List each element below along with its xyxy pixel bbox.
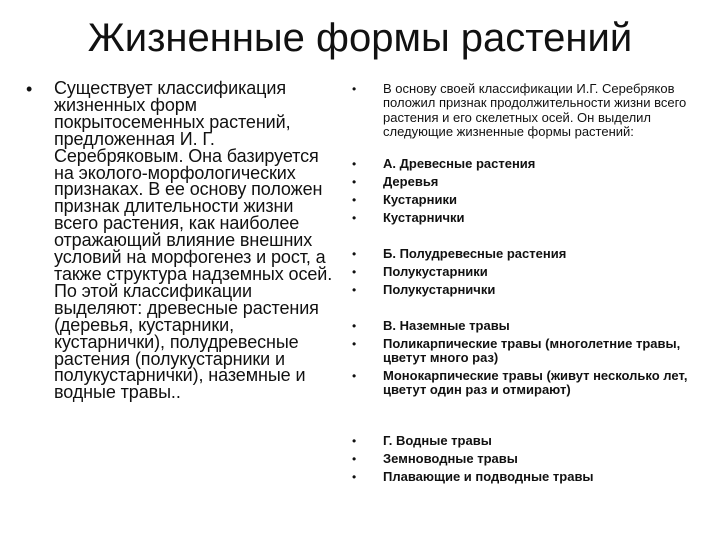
bullet: • xyxy=(352,470,357,484)
list-item-text: Полукустарники xyxy=(383,264,488,279)
bullet: • xyxy=(352,337,357,351)
bullet: • xyxy=(352,369,357,383)
bullet: • xyxy=(352,211,357,225)
bullet: • xyxy=(352,82,357,96)
bullet: • xyxy=(352,452,357,466)
bullet: • xyxy=(352,175,357,189)
bullet: • xyxy=(352,247,357,261)
group-heading-aquatic: Г. Водные травы xyxy=(383,433,492,448)
bullet: • xyxy=(352,434,357,448)
bullet: • xyxy=(352,157,357,171)
intro-text: В основу своей классификации И.Г. Серебряков положил признак продолжительности жизни всего растения и его скелетных осей. Он выделил следующие жизненные формы растений: xyxy=(383,81,687,140)
bullet: • xyxy=(26,79,33,99)
list-item-text: Монокарпические травы (живут несколько лет, цветут один раз и отмирают) xyxy=(383,368,688,398)
group-heading-terrestrial: В. Наземные травы xyxy=(383,318,510,333)
slide-title: Жизненные формы растений xyxy=(87,16,633,60)
group-heading-woody: А. Древесные растения xyxy=(383,156,536,171)
bullet: • xyxy=(352,319,357,333)
bullet: • xyxy=(352,283,357,297)
list-item-text: Кустарнички xyxy=(383,210,465,225)
list-item-text: Плавающие и подводные травы xyxy=(383,469,594,484)
bullet: • xyxy=(352,265,357,279)
classification-paragraph: Существует классификация жизненных форм покрытосеменных растений, предложенная И. Г. Серебряковым. Она базируется на эколого-морфологических признаках. В ее основу положен признак длительности жизни всего растения, как наиболее отражающий влияние внешних условий на морфогенез и рост, а также структура надземных осей. По этой классификации выделяют: древесные растения (деревья, кустарники, кустарнички), полудревесные растения (полукустарники и полукустарнички), наземные и водные травы.. xyxy=(54,78,333,403)
list-item-text: Деревья xyxy=(383,174,439,189)
bullet: • xyxy=(352,193,357,207)
list-item-text: Поликарпические травы (многолетние травы, цветут много раз) xyxy=(383,336,681,366)
list-item-text: Полукустарнички xyxy=(383,282,496,297)
list-item-text: Земноводные травы xyxy=(383,451,518,466)
group-heading-semiwoody: Б. Полудревесные растения xyxy=(383,246,567,261)
list-item-text: Кустарники xyxy=(383,192,457,207)
